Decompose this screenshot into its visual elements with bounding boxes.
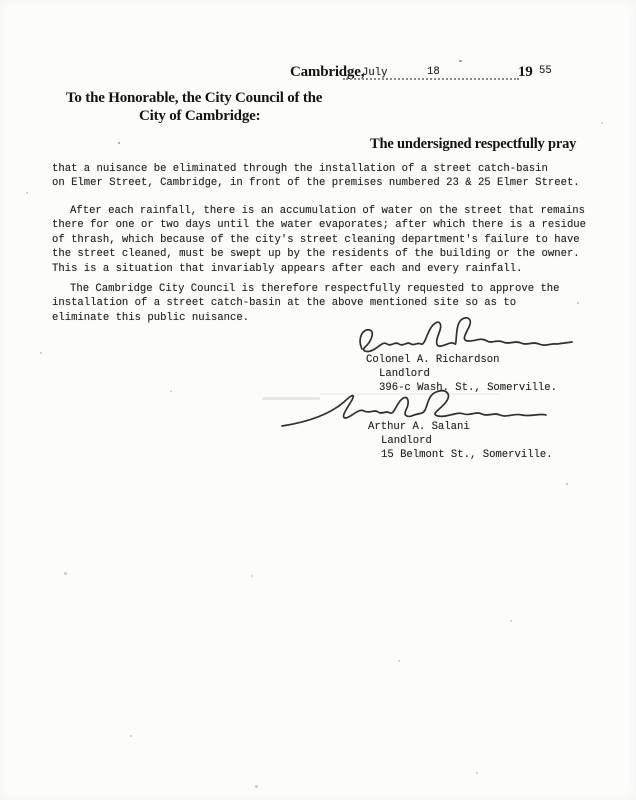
- paragraph-line: that a nuisance be eliminated through the installation of a street catch-basin: [52, 163, 548, 175]
- paragraph-line: After each rainfall, there is an accumulation of water on the street that remains: [70, 205, 585, 217]
- scan-speck: [40, 352, 42, 354]
- salutation-line-1: To the Honorable, the City Council of the: [66, 90, 323, 106]
- signer-name: Arthur A. Salani: [368, 421, 470, 433]
- dateline-month: July: [362, 67, 388, 79]
- scan-speck: [459, 60, 462, 62]
- undersigned-pray-line: The undersigned respectfully pray: [370, 136, 577, 152]
- paragraph-line: of thrash, which because of the city's street cleaning department's failure to have: [52, 233, 580, 246]
- dateline-year-suffix: 55: [539, 65, 552, 77]
- signer-name: Colonel A. Richardson: [366, 354, 500, 366]
- scan-speck: [398, 660, 400, 662]
- paragraph-line: installation of a street catch-basin at the above mentioned site so as to: [52, 297, 517, 310]
- paragraph-1: [52, 162, 580, 191]
- signer-title: Landlord: [379, 368, 430, 380]
- scan-speck: [601, 122, 603, 124]
- scan-speck: [476, 772, 478, 774]
- signer-address: 15 Belmont St., Somerville.: [381, 449, 553, 461]
- scan-speck: [251, 575, 253, 577]
- paragraph-line: there for one or two days until the water evaporates; after which there is a residue: [52, 219, 587, 232]
- paragraph-line: The Cambridge City Council is therefore respectfully requested to approve the: [70, 283, 560, 295]
- signature-block-2: [368, 420, 553, 462]
- scan-speck: [170, 390, 172, 392]
- scan-speck: [510, 620, 512, 622]
- dateline-year-prefix: 19: [518, 64, 533, 80]
- signer-title: Landlord: [381, 435, 432, 447]
- signer-address: 396-c Wash. St., Somerville.: [379, 382, 558, 394]
- paragraph-line: This is a situation that invariably appears after each and every rainfall.: [52, 262, 523, 275]
- scan-speck: [64, 572, 67, 575]
- paragraph-line: the street cleaned, must be swept up by the residents of the building or the owner.: [52, 248, 580, 261]
- dateline-day: 18: [427, 66, 440, 78]
- salutation-line-2: City of Cambridge:: [139, 108, 261, 124]
- paragraph-line: on Elmer Street, Cambridge, in front of the premises numbered 23 & 25 Elmer Street.: [52, 177, 580, 190]
- scan-speck: [577, 302, 579, 304]
- paragraph-line: eliminate this public nuisance.: [52, 311, 250, 324]
- scan-speck: [130, 735, 132, 737]
- scan-speck: [566, 483, 568, 485]
- scan-speck: [255, 785, 258, 788]
- scan-speck: [118, 142, 120, 144]
- dateline-city-label: Cambridge,: [290, 64, 365, 80]
- scan-speck: [26, 192, 28, 194]
- paragraph-2: [52, 204, 586, 276]
